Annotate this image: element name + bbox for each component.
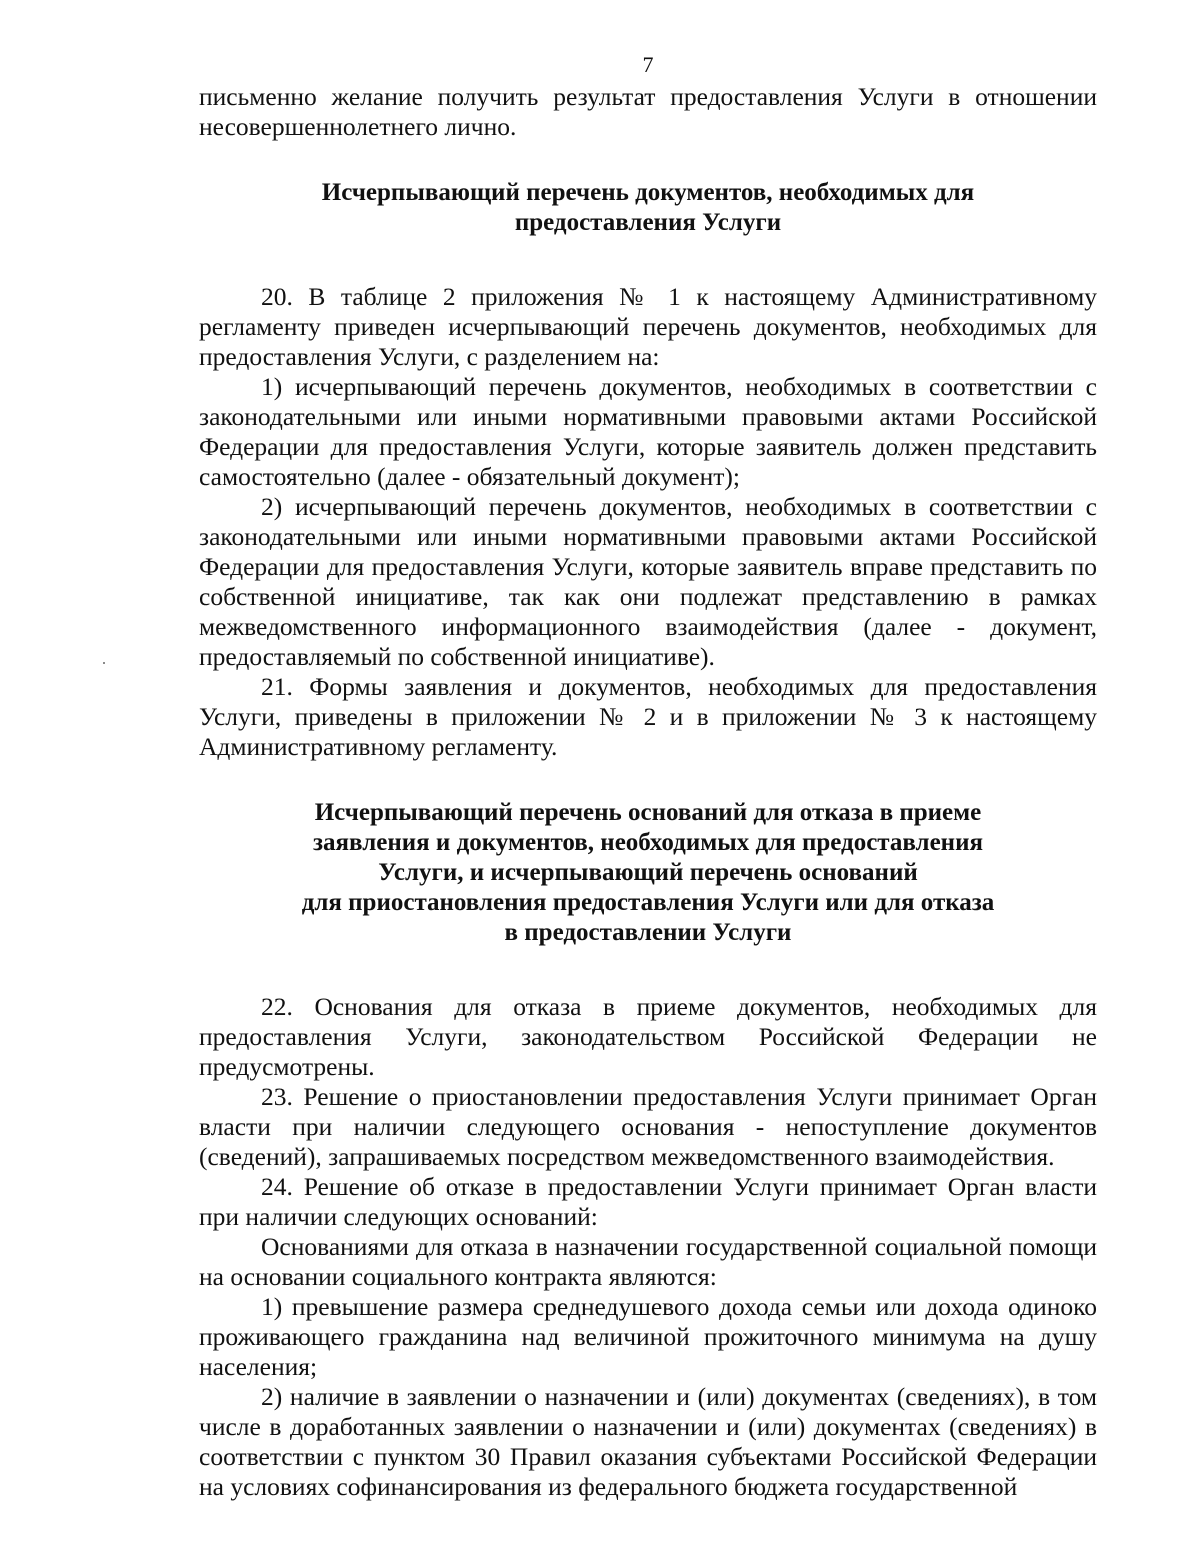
intro-paragraph: письменно желание получить результат предоставления Услуги в отношении несовершеннолетнего лично. <box>199 82 1097 141</box>
heading-line: предоставления Услуги <box>514 209 782 236</box>
spacer <box>199 948 1097 992</box>
paragraph-20-item-1: 1) исчерпывающий перечень документов, необходимых в соответствии с законодательными или иными нормативными правовыми актами Российской Федерации для предоставления Услуги, которые заявитель должен представить самостоятельно (далее - обязательный документ); <box>199 372 1097 491</box>
spacer <box>199 762 1097 798</box>
paragraph-20: 20. В таблице 2 приложения № 1 к настоящему Административному регламенту приведен исчерпывающий перечень документов, необходимых для предоставления Услуги, с разделением на: <box>199 282 1097 371</box>
heading-line: Исчерпывающий перечень оснований для отказа в приеме <box>314 799 982 826</box>
paragraph-20-item-2: 2) исчерпывающий перечень документов, необходимых в соответствии с законодательными или иными нормативными правовыми актами Российской Федерации для предоставления Услуги, которые заявитель вправе представить по собственной инициативе, так как они подлежат представлению в рамках межведомственного информационного взаимодействия (далее - документ, предоставляемый по собственной инициативе). <box>199 492 1097 671</box>
scan-speck <box>103 662 105 664</box>
spacer <box>199 142 1097 178</box>
section-heading-documents <box>199 178 1097 238</box>
paragraph-24-item-2: 2) наличие в заявлении о назначении и (или) документах (сведениях), в том числе в доработанных заявлении о назначении и (или) документах (сведениях) в соответствии с пунктом 30 Правил оказания субъектами Российской Федерации на условиях софинансирования из федерального бюджета государственной <box>199 1382 1097 1501</box>
spacer <box>199 238 1097 282</box>
page-number: 7 <box>642 52 654 77</box>
heading-line: в предоставлении Услуги <box>504 919 792 946</box>
paragraph-24: 24. Решение об отказе в предоставлении Услуги принимает Орган власти при наличии следующих оснований: <box>199 1172 1097 1231</box>
paragraph-21: 21. Формы заявления и документов, необходимых для предоставления Услуги, приведены в приложении № 2 и в приложении № 3 к настоящему Административному регламенту. <box>199 672 1097 761</box>
document-body <box>199 82 1097 1502</box>
heading-line: Услуги, и исчерпывающий перечень оснований <box>378 859 918 886</box>
heading-line: для приостановления предоставления Услуги или для отказа <box>301 889 995 916</box>
paragraph-22: 22. Основания для отказа в приеме документов, необходимых для предоставления Услуги, законодательством Российской Федерации не предусмотрены. <box>199 992 1097 1081</box>
heading-line: Исчерпывающий перечень документов, необходимых для <box>321 179 975 206</box>
section-heading-refusal-grounds <box>199 798 1097 948</box>
heading-line: заявления и документов, необходимых для предоставления <box>312 829 984 856</box>
paragraph-23: 23. Решение о приостановлении предоставления Услуги принимает Орган власти при наличии следующего основания - непоступление документов (сведений), запрашиваемых посредством межведомственного взаимодействия. <box>199 1082 1097 1171</box>
paragraph-24-grounds-intro: Основаниями для отказа в назначении государственной социальной помощи на основании социального контракта являются: <box>199 1232 1097 1291</box>
paragraph-24-item-1: 1) превышение размера среднедушевого дохода семьи или дохода одиноко проживающего гражданина над величиной прожиточного минимума на душу населения; <box>199 1292 1097 1381</box>
